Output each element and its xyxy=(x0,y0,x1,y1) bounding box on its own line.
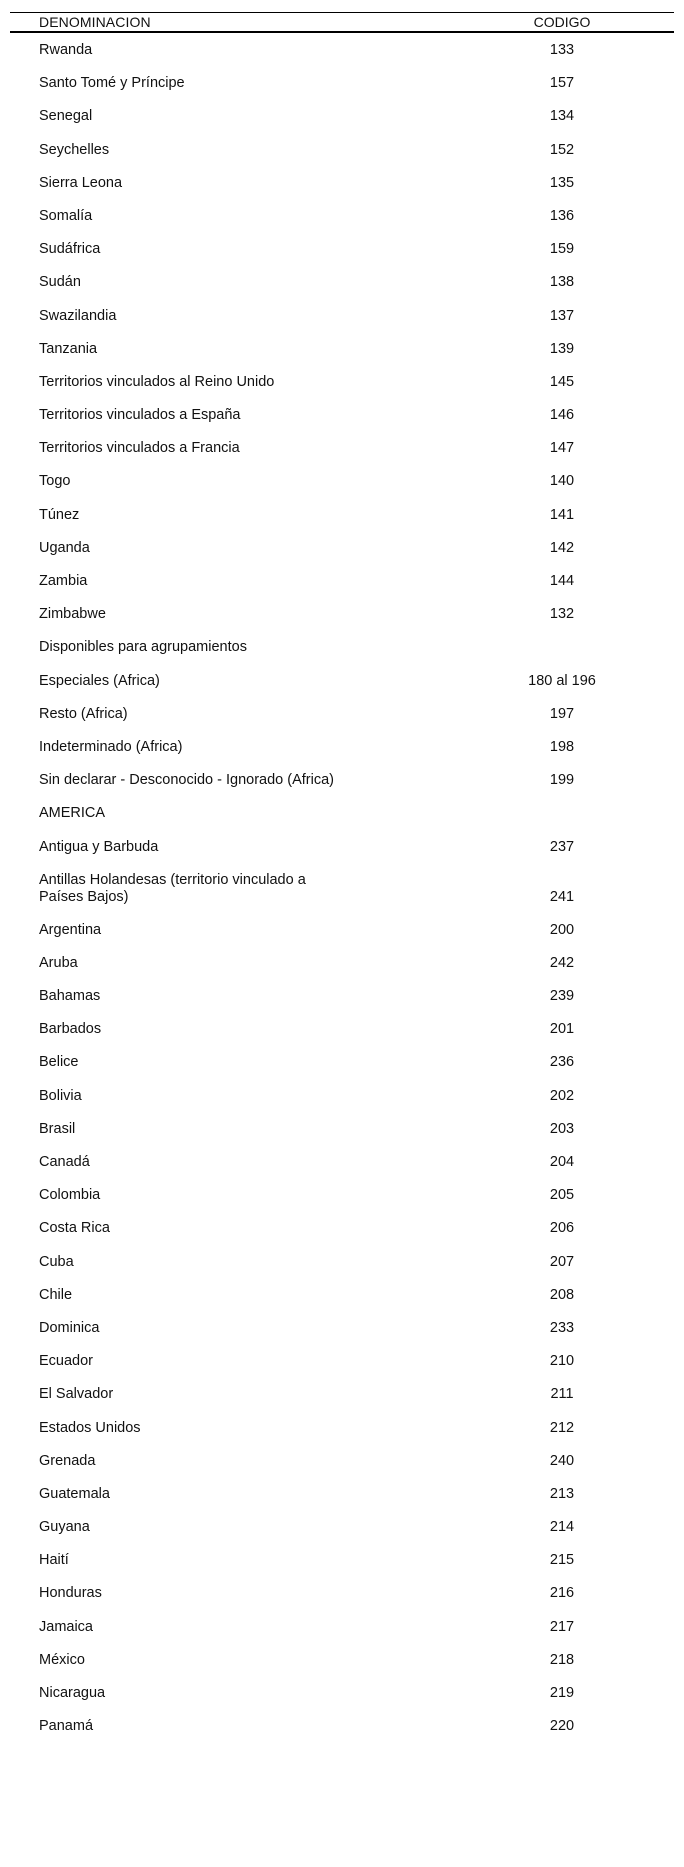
table-row xyxy=(0,534,684,567)
codigo-cell: 133 xyxy=(549,42,575,58)
codigo-cell: 211 xyxy=(550,1386,574,1403)
table-row xyxy=(0,235,684,268)
table-row xyxy=(0,434,684,467)
table-row xyxy=(0,1646,684,1679)
table-row xyxy=(0,916,684,949)
table-row xyxy=(0,1281,684,1314)
codigo-cell: 142 xyxy=(549,539,575,556)
codigo-cell: 233 xyxy=(549,1319,575,1336)
codigo-cell: 198 xyxy=(549,738,575,755)
codigo-cell: 139 xyxy=(549,340,575,357)
table-row xyxy=(0,1546,684,1579)
table-row xyxy=(0,1712,684,1745)
table-row xyxy=(0,766,684,799)
codigo-cell: 236 xyxy=(549,1054,575,1071)
table-row xyxy=(0,401,684,434)
codigo-cell: 206 xyxy=(549,1220,575,1237)
table-row xyxy=(0,268,684,301)
denominacion-cell: Túnez xyxy=(39,506,80,523)
table-row xyxy=(0,1579,684,1612)
codigo-cell: 213 xyxy=(549,1485,575,1502)
codigo-cell: 210 xyxy=(549,1353,575,1370)
table-row xyxy=(0,600,684,633)
denominacion-cell: Guyana xyxy=(39,1519,90,1536)
table-row xyxy=(0,1480,684,1513)
codigo-cell: 241 xyxy=(549,888,575,905)
denominacion-cell: Ecuador xyxy=(39,1353,94,1370)
denominacion-cell: Zambia xyxy=(39,573,88,589)
codigo-cell: 199 xyxy=(549,772,575,789)
table-row xyxy=(0,36,684,69)
table-row xyxy=(0,69,684,102)
denominacion-cell: AMERICA xyxy=(39,805,106,822)
codigo-cell: 217 xyxy=(549,1618,575,1635)
codigo-cell: 145 xyxy=(549,373,575,390)
codigo-cell: 197 xyxy=(549,705,575,722)
table-row xyxy=(0,1513,684,1546)
table-row xyxy=(0,799,684,832)
denominacion-cell: Rwanda xyxy=(39,42,93,58)
table-row xyxy=(0,1181,684,1214)
table-row xyxy=(0,1248,684,1281)
table-row xyxy=(0,1679,684,1712)
table-row xyxy=(0,368,684,401)
denominacion-cell: Jamaica xyxy=(39,1618,93,1635)
codigo-cell: 180 al 196 xyxy=(528,672,596,689)
codigo-cell: 157 xyxy=(549,75,575,92)
codigo-cell: 208 xyxy=(549,1286,575,1303)
denominacion-cell: Cuba xyxy=(39,1253,74,1270)
column-header-codigo: CODIGO xyxy=(533,14,591,30)
codigo-cell: 132 xyxy=(549,606,575,623)
table-row xyxy=(0,1447,684,1480)
table-row xyxy=(0,866,684,916)
codigo-cell: 237 xyxy=(549,838,575,855)
codigo-cell: 152 xyxy=(549,141,575,158)
table-row xyxy=(0,1115,684,1148)
codigo-cell: 147 xyxy=(549,440,575,457)
denominacion-cell: Guatemala xyxy=(39,1485,110,1502)
table-row xyxy=(0,1414,684,1447)
table-header xyxy=(0,13,684,31)
table-row xyxy=(0,335,684,368)
denominacion-cell: Somalía xyxy=(39,207,93,224)
codigo-cell: 146 xyxy=(549,407,575,424)
codigo-cell: 214 xyxy=(549,1519,575,1536)
denominacion-cell: Sin declarar - Desconocido - Ignorado (Africa) xyxy=(39,772,334,789)
denominacion-cell: Territorios vinculados a España xyxy=(39,407,241,424)
table-row xyxy=(0,1048,684,1081)
denominacion-cell: Haití xyxy=(39,1552,69,1569)
denominacion-cell: Senegal xyxy=(39,108,93,125)
codigo-cell: 140 xyxy=(549,473,575,490)
denominacion-cell: Indeterminado (Africa) xyxy=(39,738,183,755)
denominacion-cell: Bolivia xyxy=(39,1087,82,1104)
denominacion-cell: Bahamas xyxy=(39,988,101,1005)
codigo-cell: 201 xyxy=(549,1021,575,1038)
table-row xyxy=(0,1015,684,1048)
denominacion-cell: Especiales (Africa) xyxy=(39,672,160,689)
codigo-cell: 203 xyxy=(549,1120,575,1137)
table-row xyxy=(0,169,684,202)
codigo-cell: 242 xyxy=(549,954,575,971)
denominacion-cell: Santo Tomé y Príncipe xyxy=(39,75,185,92)
codigo-cell: 204 xyxy=(549,1154,575,1170)
denominacion-cell: Estados Unidos xyxy=(39,1419,141,1436)
codigo-cell: 215 xyxy=(549,1552,575,1569)
table-row xyxy=(0,1347,684,1380)
codigo-cell: 159 xyxy=(549,241,575,258)
denominacion-cell: Aruba xyxy=(39,954,78,971)
denominacion-cell: Antigua y Barbuda xyxy=(39,838,159,855)
denominacion-cell: México xyxy=(39,1651,85,1668)
denominacion-cell: El Salvador xyxy=(39,1386,114,1403)
denominacion-cell: Seychelles xyxy=(39,141,110,158)
table-row xyxy=(0,501,684,534)
denominacion-cell: Swazilandia xyxy=(39,307,117,324)
codigo-cell: 207 xyxy=(549,1253,575,1270)
table-row xyxy=(0,949,684,982)
table-row xyxy=(0,667,684,700)
table-row xyxy=(0,1380,684,1413)
denominacion-cell: Costa Rica xyxy=(39,1220,110,1237)
denominacion-cell: Panamá xyxy=(39,1718,94,1735)
codigo-cell: 134 xyxy=(549,108,575,125)
codigo-cell: 220 xyxy=(549,1718,575,1735)
codigo-cell: 218 xyxy=(549,1651,575,1668)
table-row xyxy=(0,302,684,335)
codigo-cell: 144 xyxy=(549,573,575,589)
table-row xyxy=(0,833,684,866)
denominacion-cell: Resto (Africa) xyxy=(39,705,128,722)
table-row xyxy=(0,1613,684,1646)
table-row xyxy=(0,982,684,1015)
table-row xyxy=(0,1214,684,1247)
codigo-cell: 239 xyxy=(549,988,575,1005)
codigo-cell: 138 xyxy=(549,274,575,291)
denominacion-cell: Barbados xyxy=(39,1021,102,1038)
codigo-cell: 141 xyxy=(549,506,575,523)
codigo-cell: 135 xyxy=(549,174,575,191)
table-row xyxy=(0,567,684,600)
denominacion-cell: Colombia xyxy=(39,1187,101,1204)
table-row xyxy=(0,467,684,500)
denominacion-cell: Disponibles para agrupamientos xyxy=(39,639,247,656)
codigo-cell: 205 xyxy=(549,1187,575,1204)
denominacion-cell: Territorios vinculados al Reino Unido xyxy=(39,373,275,390)
denominacion-cell: Territorios vinculados a Francia xyxy=(39,440,240,457)
denominacion-cell: Zimbabwe xyxy=(39,606,106,623)
denominacion-cell: Sudán xyxy=(39,274,81,291)
denominacion-cell: Canadá xyxy=(39,1154,90,1170)
denominacion-cell: Belice xyxy=(39,1054,79,1071)
denominacion-cell: Sudáfrica xyxy=(39,241,101,258)
codigo-cell: 212 xyxy=(549,1419,575,1436)
codigo-cell: 240 xyxy=(549,1452,575,1469)
denominacion-cell: Sierra Leona xyxy=(39,174,123,191)
denominacion-cell: Uganda xyxy=(39,539,90,556)
table-row xyxy=(0,1314,684,1347)
denominacion-cell: Tanzania xyxy=(39,340,98,357)
codigo-cell: 202 xyxy=(549,1087,575,1104)
codigo-cell: 137 xyxy=(549,307,575,324)
table-row xyxy=(0,1082,684,1115)
codigo-cell: 200 xyxy=(549,921,575,938)
table-body xyxy=(0,36,684,1745)
denominacion-cell: Grenada xyxy=(39,1452,96,1469)
codigo-cell: 216 xyxy=(549,1585,575,1602)
codigo-cell: 136 xyxy=(549,207,575,224)
denominacion-cell: Togo xyxy=(39,473,71,490)
table-row xyxy=(0,700,684,733)
denominacion-cell: Dominica xyxy=(39,1319,100,1336)
table-row xyxy=(0,102,684,135)
table-row xyxy=(0,1148,684,1181)
denominacion-cell: Antillas Holandesas (territorio vinculado a Países Bajos) xyxy=(39,871,306,905)
denominacion-cell: Nicaragua xyxy=(39,1685,106,1701)
denominacion-cell: Honduras xyxy=(39,1585,102,1602)
table-row xyxy=(0,733,684,766)
table-row xyxy=(0,136,684,169)
denominacion-cell: Chile xyxy=(39,1286,73,1303)
header-rule xyxy=(10,31,674,33)
column-header-denominacion: DENOMINACION xyxy=(39,14,151,30)
denominacion-cell: Argentina xyxy=(39,921,102,938)
table-row xyxy=(0,202,684,235)
table-row xyxy=(0,633,684,666)
codigo-cell: 219 xyxy=(549,1685,575,1701)
denominacion-cell: Brasil xyxy=(39,1120,76,1137)
